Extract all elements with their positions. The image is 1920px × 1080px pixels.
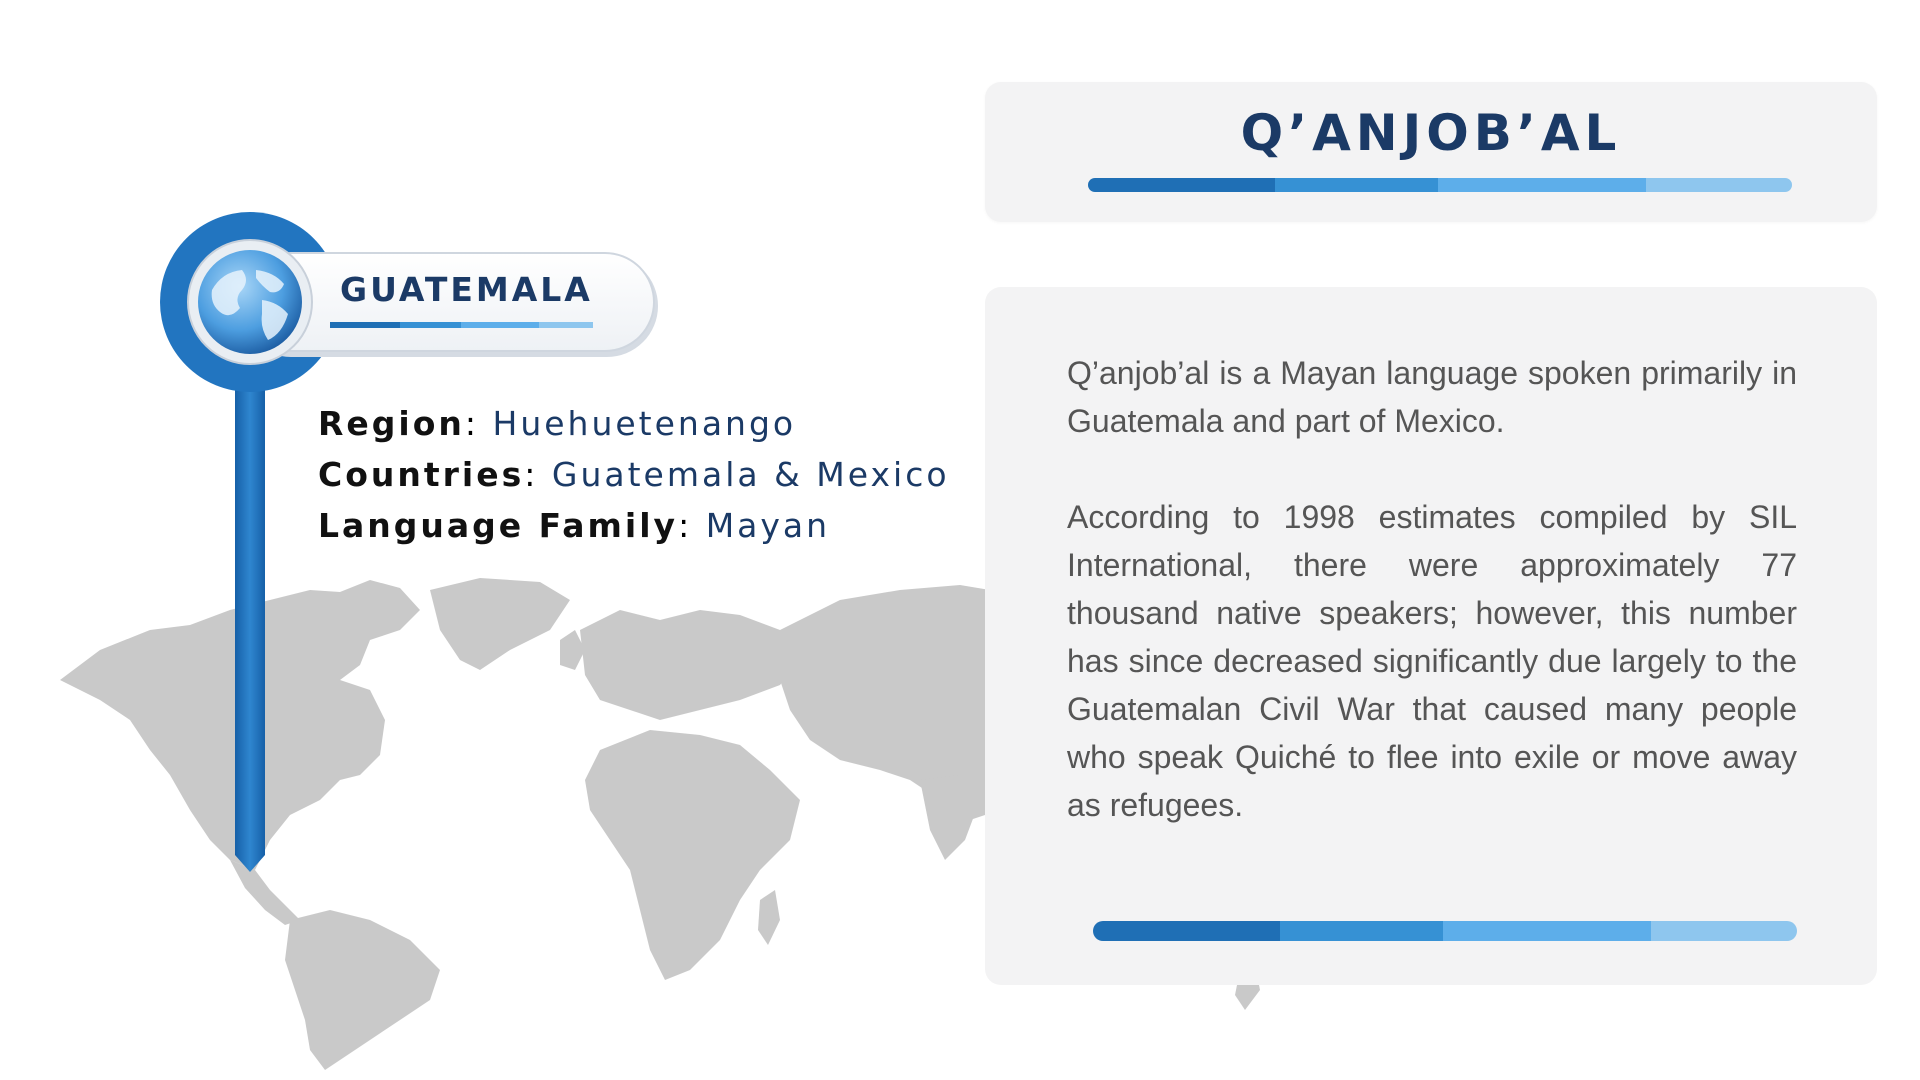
- pin-stem: [235, 360, 265, 872]
- map-madagascar: [758, 890, 780, 945]
- country-label: GUATEMALA: [340, 270, 593, 309]
- info-row-region: [318, 398, 950, 449]
- title-bar-seg3: [1438, 178, 1646, 192]
- description-paragraph-2: According to 1998 estimates compiled by SIL International, there were approximately 77 thousand native speakers; however, this number has since decreased significantly due largely to the Guatemalan Civil War that caused many people who speak Quiché to flee into exile or move away as refugees.: [1067, 499, 1797, 823]
- description-card: [985, 287, 1877, 985]
- family-key: Language Family: [318, 506, 679, 545]
- body-bar-seg4: [1651, 921, 1797, 941]
- language-title: Q’ANJOB’AL: [1240, 104, 1622, 162]
- info-row-family: [318, 500, 950, 551]
- description-accent-bar: [1093, 921, 1797, 941]
- language-info: [318, 398, 950, 551]
- region-key: Region: [318, 404, 465, 443]
- body-bar-seg1: [1093, 921, 1280, 941]
- family-value: Mayan: [705, 506, 831, 545]
- family-separator: :: [678, 506, 706, 545]
- region-value: Huehuetenango: [492, 404, 797, 443]
- pin-bar-seg4: [539, 322, 593, 328]
- region-separator: :: [464, 404, 493, 443]
- title-bar-seg2: [1275, 178, 1438, 192]
- description-text: [1067, 349, 1797, 829]
- countries-key: Countries: [318, 455, 525, 494]
- countries-separator: :: [524, 455, 552, 494]
- title-accent-bar: [1088, 178, 1792, 192]
- pin-bar-seg1: [330, 322, 400, 328]
- pin-bar-seg2: [400, 322, 461, 328]
- body-bar-seg3: [1443, 921, 1651, 941]
- info-row-countries: [318, 449, 950, 500]
- title-card: [985, 82, 1877, 222]
- map-south-america: [285, 910, 440, 1070]
- countries-value: Guatemala & Mexico: [551, 455, 950, 494]
- title-bar-seg4: [1646, 178, 1792, 192]
- body-bar-seg2: [1280, 921, 1443, 941]
- description-paragraph-1: Q’anjob’al is a Mayan language spoken primarily in Guatemala and part of Mexico.: [1067, 355, 1797, 439]
- pin-bar-seg3: [461, 322, 539, 328]
- title-bar-seg1: [1088, 178, 1275, 192]
